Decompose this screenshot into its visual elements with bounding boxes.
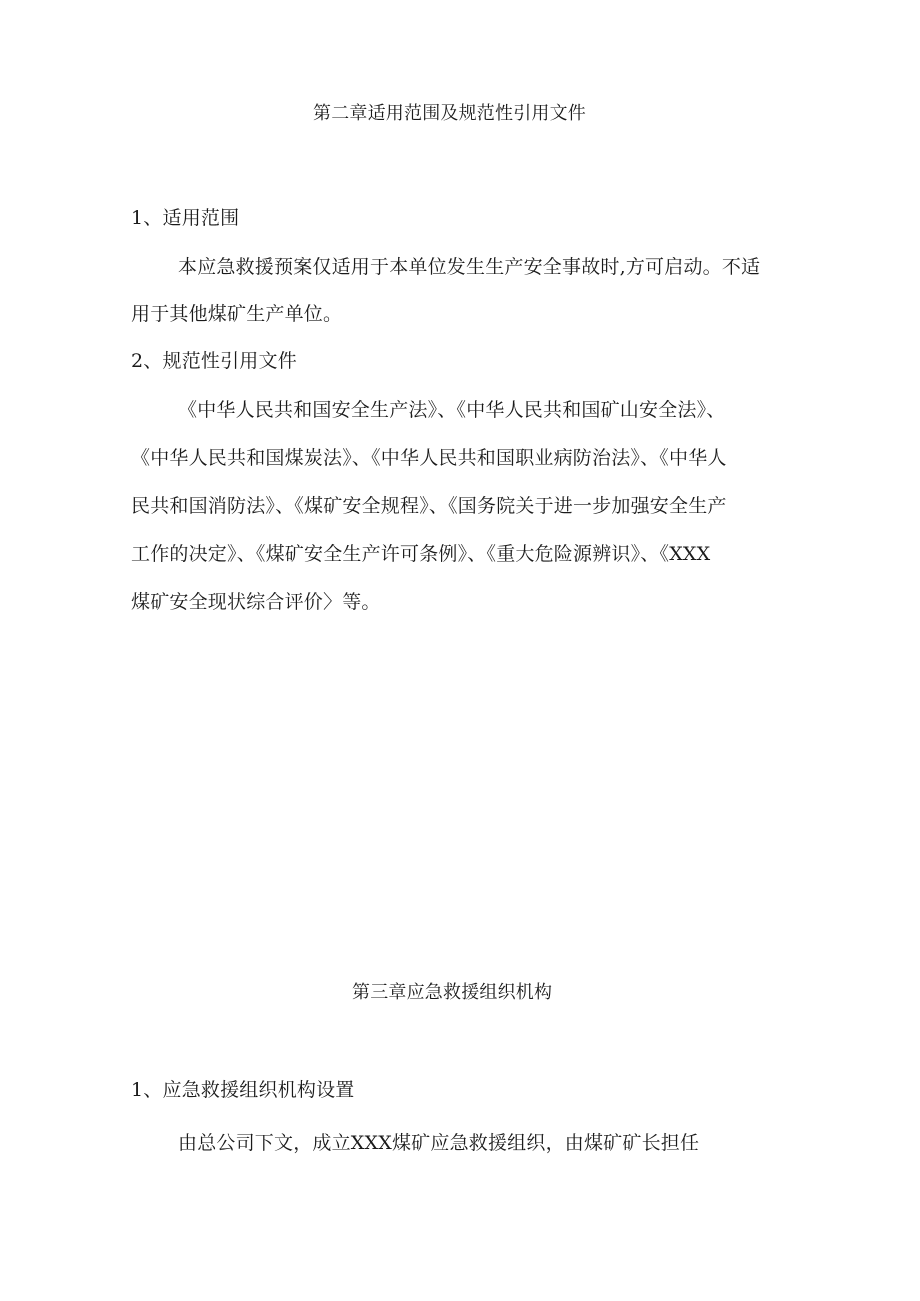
organization-paragraph-line-1: 由总公司下文，成立XXX煤矿应急救援组织，由煤矿矿长担任 bbox=[178, 1132, 700, 1154]
section-1-heading: 1、适用范围 bbox=[131, 207, 240, 229]
chapter-3-section-1-heading: 1、应急救援组织机构设置 bbox=[131, 1079, 355, 1101]
scope-paragraph-line-2: 用于其他煤矿生产单位。 bbox=[131, 303, 343, 325]
references-paragraph-line-5: 煤矿安全现状综合评价〉等。 bbox=[131, 591, 381, 613]
references-paragraph-line-4: 工作的决定》、《煤矿安全生产许可条例》、《重大危险源辨识》、《XXX bbox=[131, 543, 711, 565]
references-paragraph-line-1: 《中华人民共和国安全生产法》、《中华人民共和国矿山安全法》、 bbox=[178, 399, 726, 421]
section-2-heading: 2、规范性引用文件 bbox=[131, 350, 297, 372]
references-paragraph-line-2: 《中华人民共和国煤炭法》、《中华人民共和国职业病防治法》、《中华人 bbox=[131, 447, 727, 469]
chapter-3-title: 第三章应急救援组织机构 bbox=[352, 982, 553, 1003]
chapter-2-title: 第二章适用范围及规范性引用文件 bbox=[313, 103, 586, 124]
references-paragraph-line-3: 民共和国消防法》、《煤矿安全规程》、《国务院关于进一步加强安全生产 bbox=[131, 495, 727, 517]
scope-paragraph-line-1: 本应急救援预案仅适用于本单位发生生产安全事故时,方可启动。不适 bbox=[178, 256, 761, 278]
